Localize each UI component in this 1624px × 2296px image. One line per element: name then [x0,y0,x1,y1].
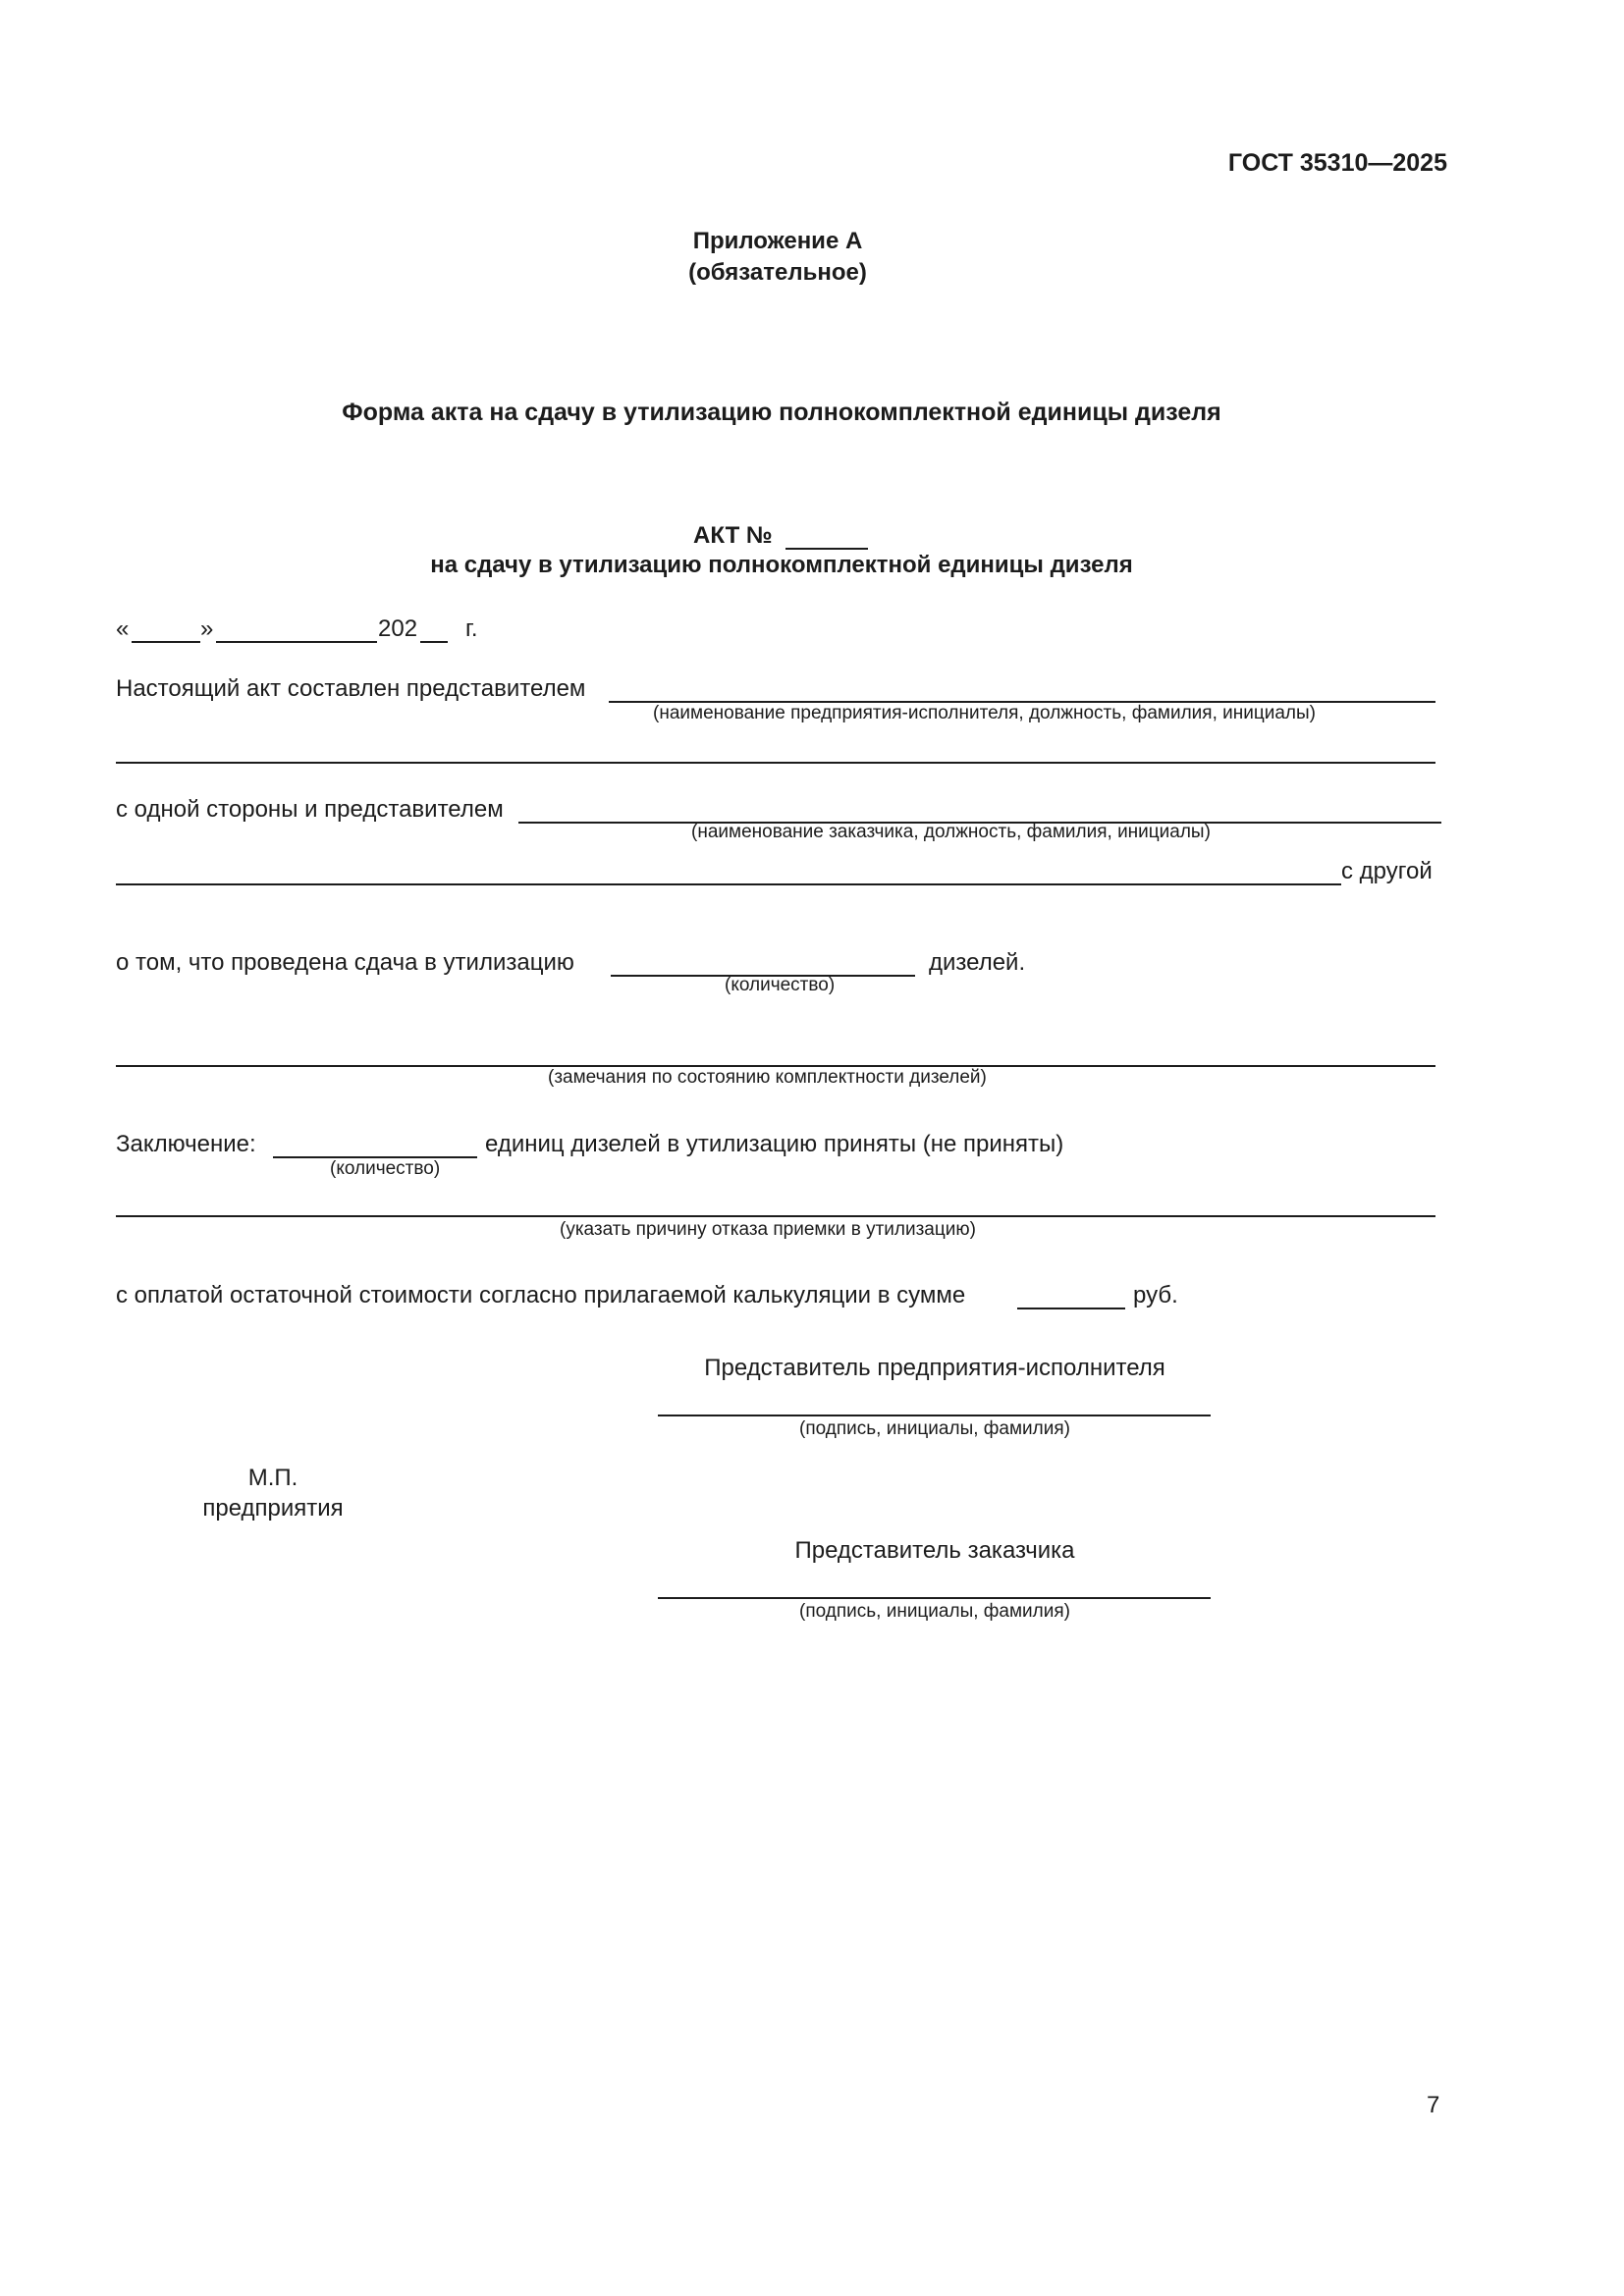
customer-field-continued[interactable] [116,883,1341,885]
customer-label: с одной стороны и представителем [116,796,504,823]
customer-sign-title: Представитель заказчика [794,1537,1075,1564]
executor-hint: (наименование предприятия-исполнителя, должность, фамилия, инициалы) [653,703,1316,723]
date-open-quote: « [116,615,130,642]
customer-sign-hint: (подпись, инициалы, фамилия) [799,1601,1070,1622]
payment-currency: руб. [1133,1282,1178,1308]
act-number-field[interactable] [785,548,868,550]
conclusion-label: Заключение: [116,1131,256,1157]
disposal-hint: (количество) [725,975,836,995]
standard-number: ГОСТ 35310—2025 [1227,149,1447,177]
date-month-field[interactable] [216,641,377,643]
act-subtitle: на сдачу в утилизацию полнокомплектной единицы дизеля [430,552,1133,578]
appendix-title: Приложение А [692,228,863,254]
page-number: 7 [1427,2092,1440,2118]
executor-field-continued[interactable] [116,762,1435,764]
conclusion-suffix: единиц дизелей в утилизацию приняты (не приняты) [485,1131,1064,1157]
date-year-field[interactable] [420,641,448,643]
disposal-label: о том, что проведена сдача в утилизацию [116,949,574,976]
conclusion-hint: (количество) [330,1158,441,1179]
appendix-status: (обязательное) [688,259,867,286]
executor-sign-title: Представитель предприятия-исполнителя [704,1355,1165,1381]
refusal-reason-field[interactable] [116,1215,1435,1217]
stamp-line-1: М.П. [247,1465,298,1491]
executor-sign-hint: (подпись, инициалы, фамилия) [799,1418,1070,1439]
refusal-hint: (указать причину отказа приемки в утилизацию) [560,1219,976,1240]
date-day-field[interactable] [132,641,200,643]
executor-label: Настоящий акт составлен представителем [116,675,586,702]
date-year-suffix: г. [465,615,478,642]
remarks-hint: (замечания по состоянию комплектности дизелей) [548,1067,987,1088]
disposal-suffix: дизелей. [929,949,1026,976]
customer-hint: (наименование заказчика, должность, фамилия, инициалы) [691,822,1211,842]
executor-signature-field[interactable] [658,1415,1211,1416]
payment-amount-field[interactable] [1017,1308,1125,1309]
customer-signature-field[interactable] [658,1597,1211,1599]
form-title: Форма акта на сдачу в утилизацию полнокомплектной единицы дизеля [342,399,1221,426]
payment-text: с оплатой остаточной стоимости согласно прилагаемой калькуляции в сумме [116,1282,966,1308]
act-number-label: АКТ № [693,522,773,549]
date-year: 202 [378,615,418,642]
stamp-line-2: предприятия [202,1495,344,1522]
customer-tail: с другой [1341,858,1433,884]
date-close-quote: » [200,615,214,642]
